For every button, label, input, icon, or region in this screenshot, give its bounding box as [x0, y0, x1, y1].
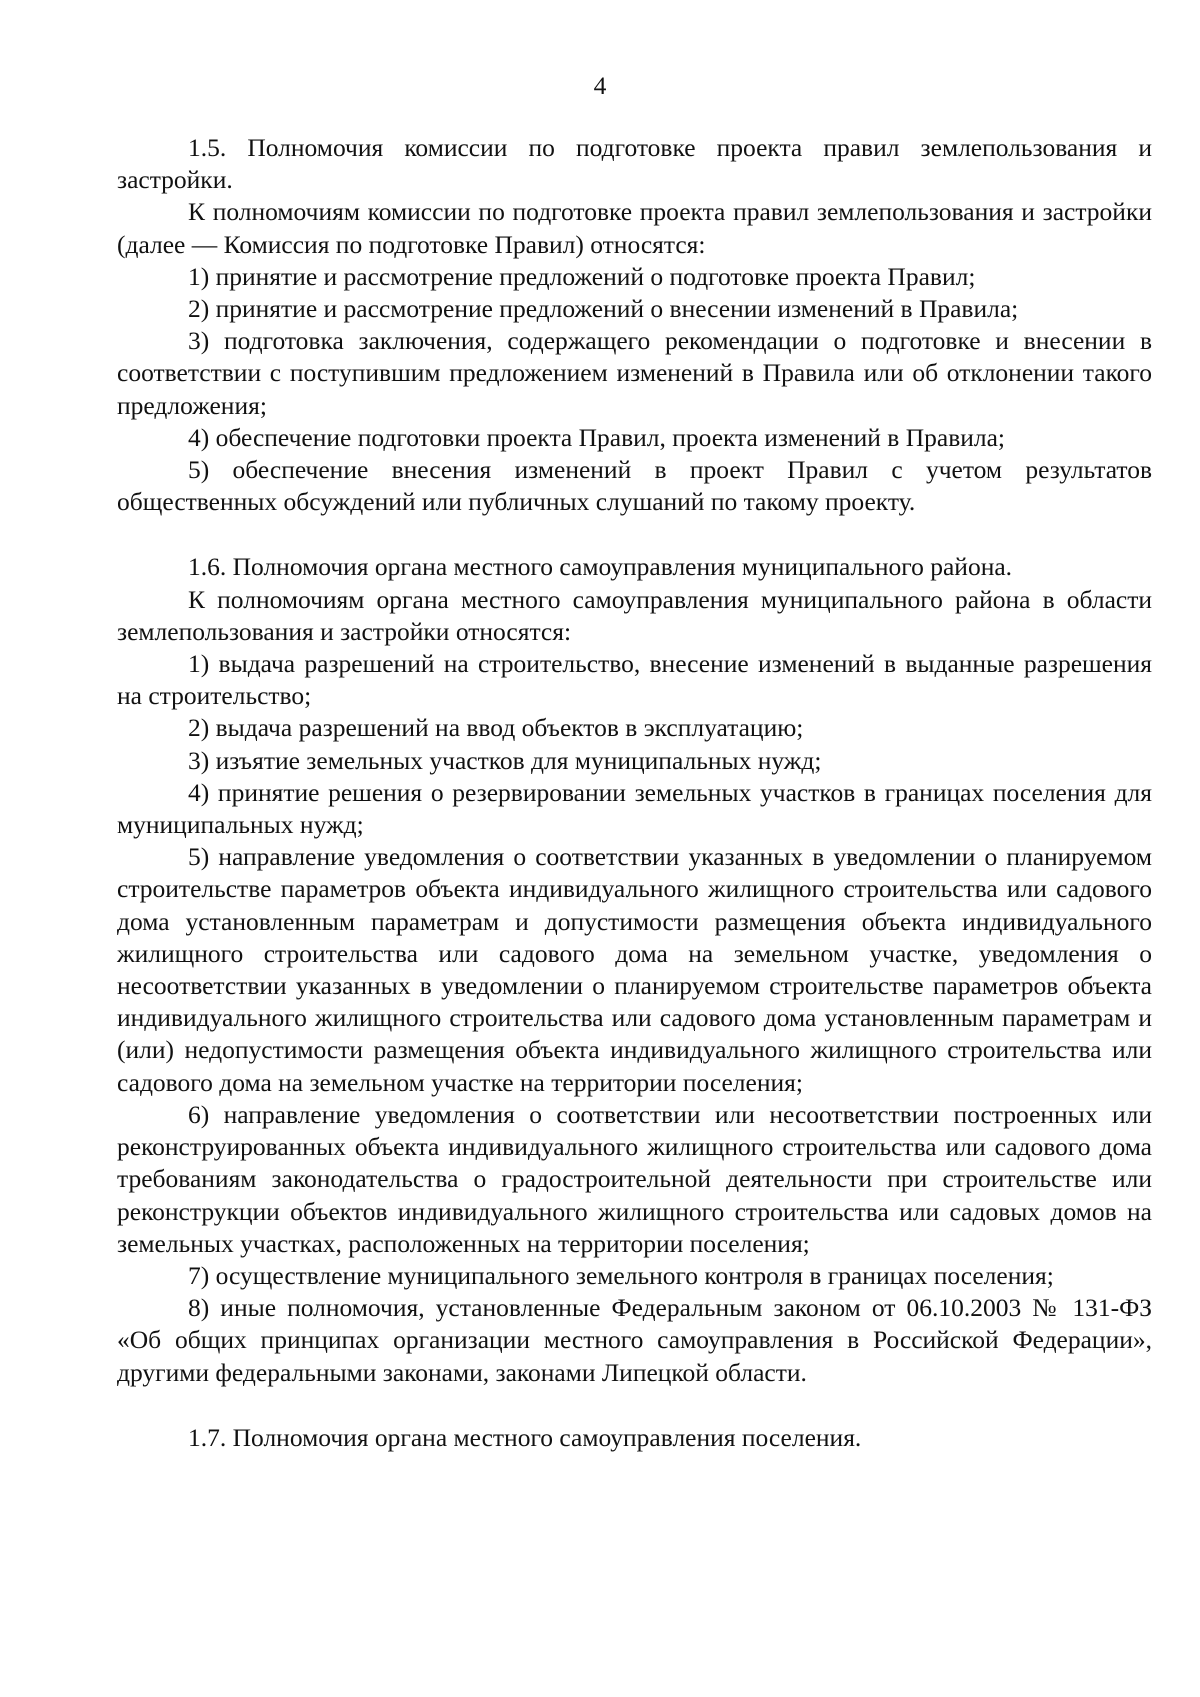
section-1-6-item-3: 3) изъятие земельных участков для муниципальных нужд;	[188, 745, 822, 775]
section-1-5-heading: 1.5. Полномочия комиссии по подготовке проекта правил землепользования и застройки.	[117, 133, 1152, 195]
page-number: 4	[593, 71, 607, 100]
section-1-5-item-5: 5) обеспечение внесения изменений в проект Правил с учетом результатов общественных обсуждений или публичных слушаний по такому проекту.	[117, 455, 1152, 517]
section-1-6-item-1: 1) выдача разрешений на строительство, внесение изменений в выданные разрешения на строительство;	[117, 649, 1152, 711]
section-1-5-item-4: 4) обеспечение подготовки проекта Правил, проекта изменений в Правила;	[188, 422, 1006, 452]
section-1-6-item-8: 8) иные полномочия, установленные Федеральным законом от 06.10.2003 № 131-ФЗ «Об общих принципах организации местного самоуправления в Российской Федерации», другими федеральными законами, законами Липецкой области.	[117, 1293, 1152, 1387]
section-1-6-heading: 1.6. Полномочия органа местного самоуправления муниципального района.	[188, 552, 1013, 582]
document-body	[117, 132, 1152, 1454]
section-1-7-heading: 1.7. Полномочия органа местного самоуправления поселения.	[188, 1422, 862, 1452]
section-1-5-item-1: 1) принятие и рассмотрение предложений о подготовке проекта Правил;	[188, 261, 976, 291]
section-1-5-item-3: 3) подготовка заключения, содержащего рекомендации о подготовке и внесении в соответствии с поступившим предложением изменений в Правила или об отклонении такого предложения;	[117, 326, 1152, 420]
section-1-6-item-7: 7) осуществление муниципального земельного контроля в границах поселения;	[188, 1260, 1054, 1290]
section-1-6-intro: К полномочиям органа местного самоуправления муниципального района в области землепользования и застройки относятся:	[117, 584, 1152, 646]
section-1-6-item-4: 4) принятие решения о резервировании земельных участков в границах поселения для муниципальных нужд;	[117, 777, 1152, 840]
section-1-5-item-2: 2) принятие и рассмотрение предложений о внесении изменений в Правила;	[188, 294, 1019, 324]
section-1-5-intro: К полномочиям комиссии по подготовке проекта правил землепользования и застройки (далее — Комиссия по подготовке Правил) относятся:	[117, 197, 1152, 259]
section-1-6-item-5: 5) направление уведомления о соответствии указанных в уведомлении о планируемом строительстве параметров объекта индивидуального жилищного строительства или садового дома установленным параметрам и допустимости размещения объекта индивидуального жилищного строительства или садового дома на земельном участке, уведомления о несоответствии указанных в уведомлении о планируемом строительстве параметров объекта индивидуального жилищного строительства или садового дома установленным параметрам и (или) недопустимости размещения объекта индивидуального жилищного строительства или садового дома на земельном участке на территории поселения;	[117, 842, 1152, 1097]
section-1-6-item-2: 2) выдача разрешений на ввод объектов в эксплуатацию;	[188, 713, 804, 743]
section-1-6-item-6: 6) направление уведомления о соответствии или несоответствии построенных или реконструированных объекта индивидуального жилищного строительства или садового дома требованиям законодательства о градостроительной деятельности при строительстве или реконструкции объектов индивидуального жилищного строительства или садовых домов на земельных участках, расположенных на территории поселения;	[117, 1099, 1152, 1258]
